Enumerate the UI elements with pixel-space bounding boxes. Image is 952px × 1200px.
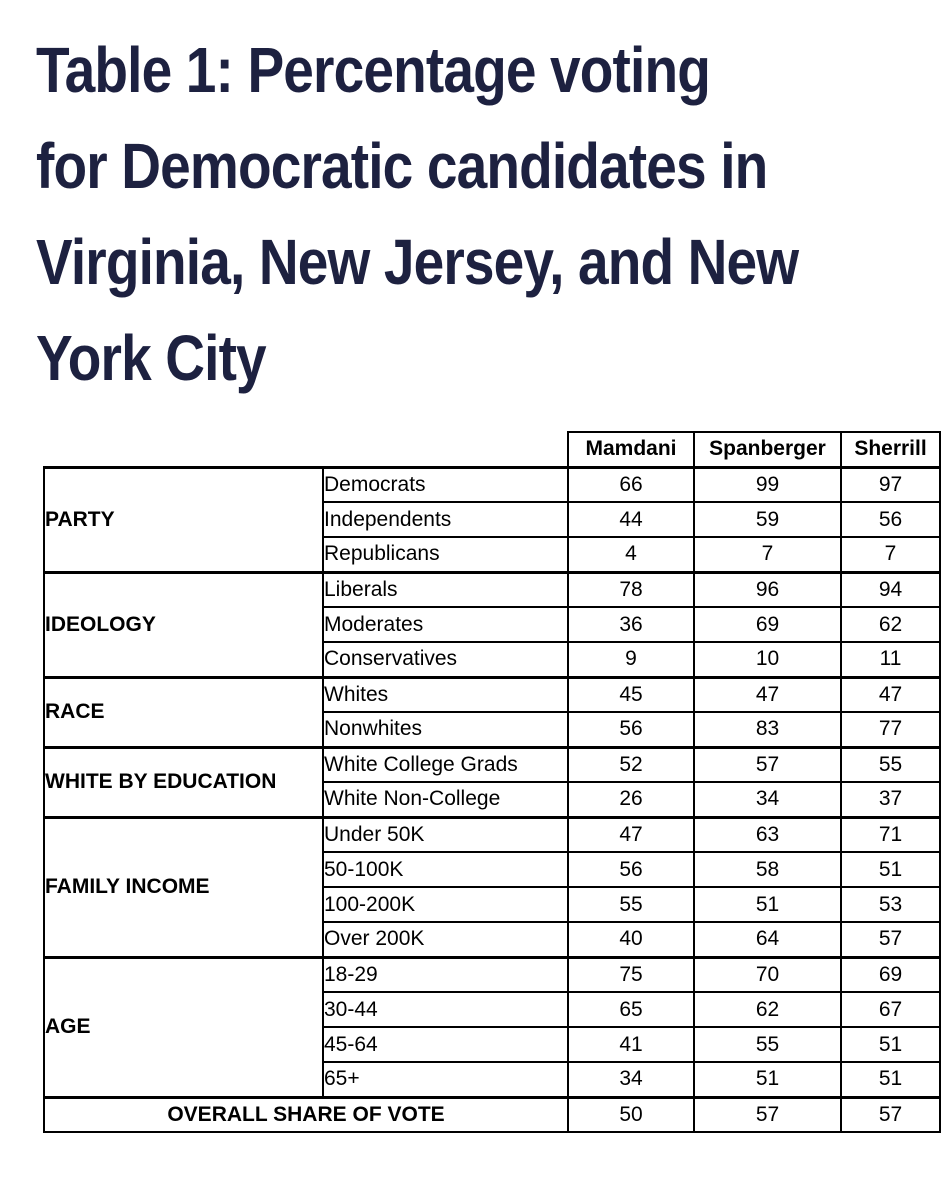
value-cell-sherrill: 94: [841, 572, 940, 607]
header-spacer: [44, 432, 568, 467]
group-label: PARTY: [44, 467, 323, 572]
value-cell-sherrill: 97: [841, 467, 940, 502]
value-cell-mamdani: 66: [568, 467, 694, 502]
value-cell-spanberger: 51: [694, 1062, 841, 1097]
row-label: Moderates: [323, 607, 568, 642]
title-line-1: Table 1: Percentage voting: [36, 34, 710, 106]
row-label: Nonwhites: [323, 712, 568, 747]
row-label: Liberals: [323, 572, 568, 607]
value-cell-mamdani: 40: [568, 922, 694, 957]
row-label: Whites: [323, 677, 568, 712]
value-cell-sherrill: 77: [841, 712, 940, 747]
value-cell-spanberger: 99: [694, 467, 841, 502]
value-cell-mamdani: 9: [568, 642, 694, 677]
value-cell-sherrill: 55: [841, 747, 940, 782]
row-label: White Non-College: [323, 782, 568, 817]
overall-row: [44, 1097, 940, 1132]
group-label: RACE: [44, 677, 323, 747]
table-row: [44, 747, 940, 782]
value-cell-mamdani: 47: [568, 817, 694, 852]
table-row: [44, 817, 940, 852]
group-label: WHITE BY EDUCATION: [44, 747, 323, 817]
value-cell-spanberger: 96: [694, 572, 841, 607]
value-cell-mamdani: 56: [568, 852, 694, 887]
value-cell-sherrill: 51: [841, 1027, 940, 1062]
voting-table: [43, 431, 941, 1133]
value-cell-mamdani: 56: [568, 712, 694, 747]
table-row: [44, 572, 940, 607]
row-label: 30-44: [323, 992, 568, 1027]
value-cell-sherrill: 57: [841, 922, 940, 957]
table-row: [44, 677, 940, 712]
value-cell-mamdani: 45: [568, 677, 694, 712]
value-cell-mamdani: 55: [568, 887, 694, 922]
value-cell-sherrill: 51: [841, 1062, 940, 1097]
header-row: [44, 432, 940, 467]
value-cell-mamdani: 26: [568, 782, 694, 817]
value-cell-mamdani: 36: [568, 607, 694, 642]
overall-value-sherrill: 57: [841, 1097, 940, 1132]
row-label: 50-100K: [323, 852, 568, 887]
group-label: AGE: [44, 957, 323, 1097]
value-cell-sherrill: 69: [841, 957, 940, 992]
value-cell-spanberger: 64: [694, 922, 841, 957]
value-cell-mamdani: 78: [568, 572, 694, 607]
value-cell-sherrill: 53: [841, 887, 940, 922]
value-cell-spanberger: 58: [694, 852, 841, 887]
value-cell-mamdani: 52: [568, 747, 694, 782]
title-line-2: for Democratic candidates in: [36, 130, 768, 202]
value-cell-mamdani: 41: [568, 1027, 694, 1062]
value-cell-spanberger: 51: [694, 887, 841, 922]
value-cell-sherrill: 51: [841, 852, 940, 887]
group-label: IDEOLOGY: [44, 572, 323, 677]
value-cell-spanberger: 34: [694, 782, 841, 817]
value-cell-sherrill: 47: [841, 677, 940, 712]
column-header-spanberger: Spanberger: [694, 432, 841, 467]
row-label: Conservatives: [323, 642, 568, 677]
table-row: [44, 467, 940, 502]
value-cell-sherrill: 67: [841, 992, 940, 1027]
title-line-4: York City: [36, 322, 266, 394]
value-cell-spanberger: 83: [694, 712, 841, 747]
value-cell-spanberger: 69: [694, 607, 841, 642]
value-cell-spanberger: 57: [694, 747, 841, 782]
value-cell-mamdani: 65: [568, 992, 694, 1027]
column-header-sherrill: Sherrill: [841, 432, 940, 467]
value-cell-mamdani: 4: [568, 537, 694, 572]
value-cell-spanberger: 10: [694, 642, 841, 677]
value-cell-sherrill: 56: [841, 502, 940, 537]
value-cell-mamdani: 75: [568, 957, 694, 992]
row-label: Independents: [323, 502, 568, 537]
row-label: 45-64: [323, 1027, 568, 1062]
value-cell-spanberger: 7: [694, 537, 841, 572]
value-cell-spanberger: 70: [694, 957, 841, 992]
row-label: Democrats: [323, 467, 568, 502]
value-cell-spanberger: 62: [694, 992, 841, 1027]
value-cell-sherrill: 7: [841, 537, 940, 572]
value-cell-spanberger: 63: [694, 817, 841, 852]
row-label: White College Grads: [323, 747, 568, 782]
value-cell-sherrill: 71: [841, 817, 940, 852]
value-cell-mamdani: 34: [568, 1062, 694, 1097]
overall-value-mamdani: 50: [568, 1097, 694, 1132]
value-cell-sherrill: 11: [841, 642, 940, 677]
value-cell-spanberger: 55: [694, 1027, 841, 1062]
value-cell-sherrill: 62: [841, 607, 940, 642]
value-cell-spanberger: 59: [694, 502, 841, 537]
value-cell-mamdani: 44: [568, 502, 694, 537]
value-cell-spanberger: 47: [694, 677, 841, 712]
overall-value-spanberger: 57: [694, 1097, 841, 1132]
table-body: [44, 432, 940, 1132]
row-label: Under 50K: [323, 817, 568, 852]
title-line-3: Virginia, New Jersey, and New: [36, 226, 799, 298]
row-label: Over 200K: [323, 922, 568, 957]
column-header-mamdani: Mamdani: [568, 432, 694, 467]
overall-label: OVERALL SHARE OF VOTE: [44, 1097, 568, 1132]
row-label: 65+: [323, 1062, 568, 1097]
row-label: Republicans: [323, 537, 568, 572]
group-label: FAMILY INCOME: [44, 817, 323, 957]
table-row: [44, 957, 940, 992]
row-label: 100-200K: [323, 887, 568, 922]
row-label: 18-29: [323, 957, 568, 992]
value-cell-sherrill: 37: [841, 782, 940, 817]
